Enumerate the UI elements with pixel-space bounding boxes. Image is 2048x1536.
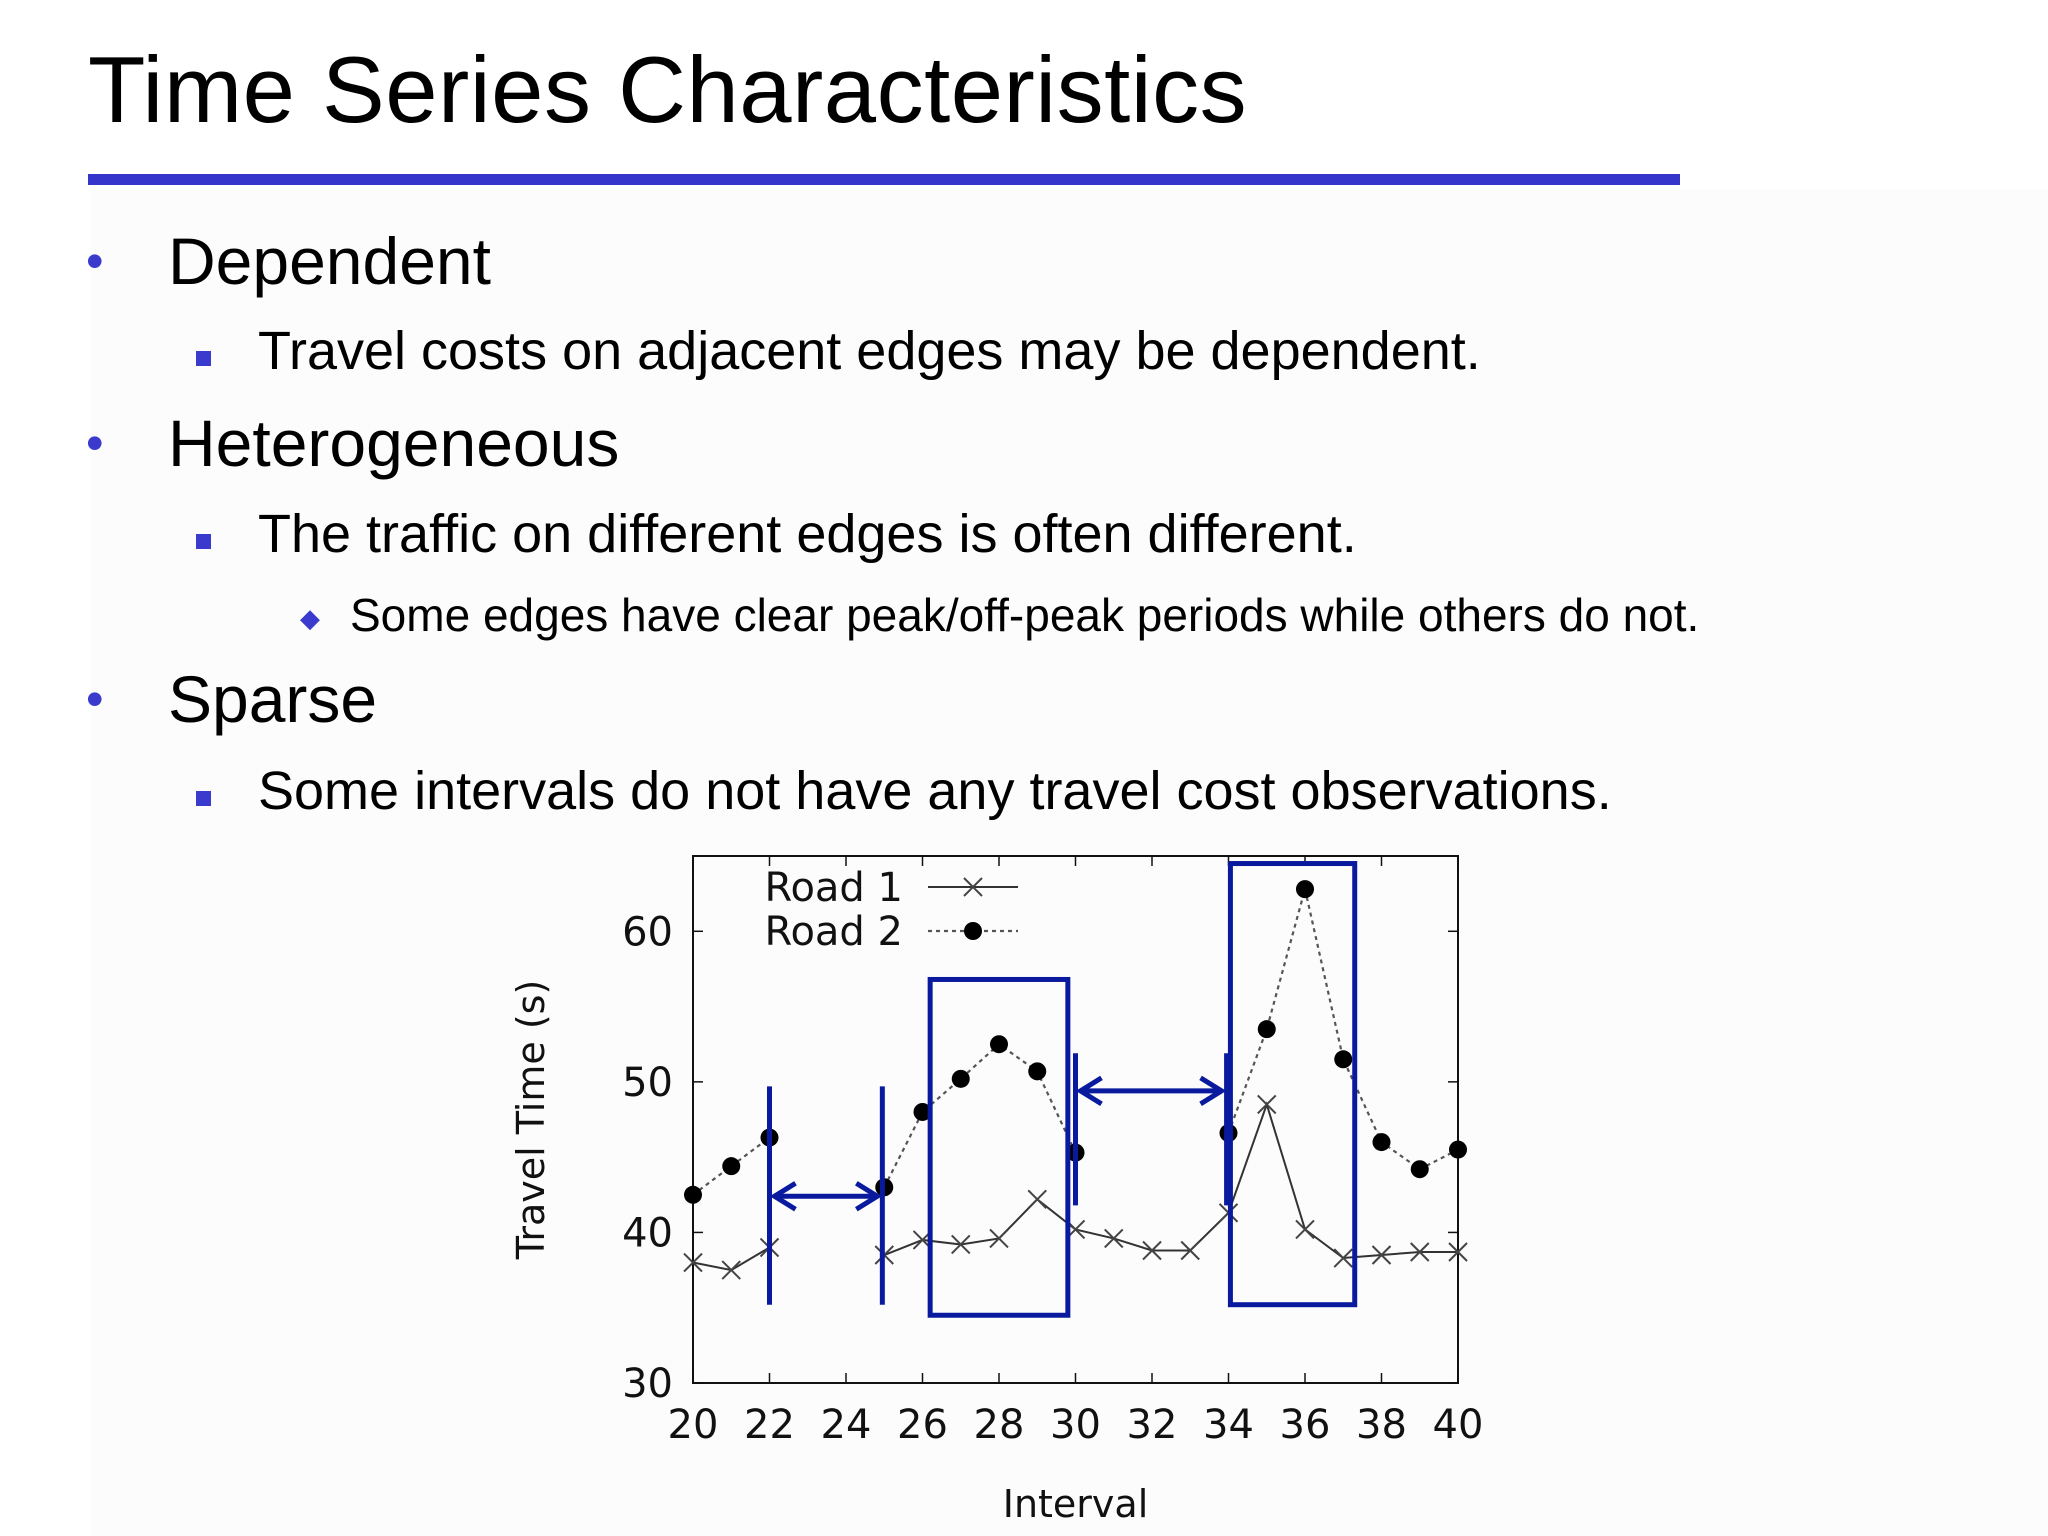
bullet-dot-icon: • [86, 233, 104, 289]
bullet-square-icon [196, 351, 211, 366]
x-tick-label: 36 [1279, 1402, 1331, 1448]
title-underline [88, 174, 1680, 185]
road1-point [722, 1261, 740, 1279]
road2-point [1296, 880, 1314, 898]
road2-point [1373, 1133, 1391, 1151]
x-tick-label: 20 [667, 1402, 719, 1448]
legend-road1-label: Road 1 [764, 865, 903, 911]
road2-point [1449, 1141, 1467, 1159]
road2-point [1028, 1062, 1046, 1080]
y-tick-label: 40 [622, 1210, 673, 1257]
road2-point [990, 1035, 1008, 1053]
y-tick-label: 50 [622, 1059, 673, 1106]
y-tick-label: 30 [622, 1361, 673, 1407]
bullet-dot-icon: • [86, 671, 104, 727]
bullet-heterogeneous: Heterogeneous [168, 406, 620, 480]
gap-arrow [775, 1183, 878, 1209]
road1-line [884, 1104, 1458, 1258]
bullet-diamond-icon: ◆ [300, 603, 320, 633]
road1-line [693, 1247, 770, 1270]
travel-time-chart [490, 848, 1540, 1536]
highlight-box [930, 979, 1068, 1315]
road2-point [684, 1186, 702, 1204]
slide-title: Time Series Characteristics [88, 37, 1248, 142]
bullet-dependent-detail: Travel costs on adjacent edges may be dependent. [258, 321, 1481, 381]
legend-road2-marker [964, 922, 982, 940]
road2-point [1411, 1160, 1429, 1178]
x-tick-label: 22 [744, 1402, 795, 1448]
highlight-box [1230, 864, 1354, 1305]
road1-point [1296, 1220, 1314, 1238]
bullet-square-icon [196, 791, 211, 806]
legend-road2-label: Road 2 [764, 909, 903, 955]
road2-point [1258, 1020, 1276, 1038]
road1-point [1028, 1190, 1046, 1208]
x-tick-label: 30 [1050, 1402, 1101, 1448]
bullet-heterogeneous-detail: The traffic on different edges is often different. [258, 504, 1357, 564]
bullet-square-icon [196, 534, 211, 549]
x-axis-label: Interval [1002, 1482, 1149, 1526]
road2-point [722, 1157, 740, 1175]
road2-point [952, 1070, 970, 1088]
gap-arrow [1081, 1078, 1222, 1104]
bullet-sparse-detail: Some intervals do not have any travel cost observations. [258, 761, 1612, 821]
bullet-dependent: Dependent [168, 224, 491, 298]
road1-point [1258, 1095, 1276, 1113]
bullet-heterogeneous-subdetail: Some edges have clear peak/off-peak periods while others do not. [350, 589, 1700, 641]
x-tick-label: 40 [1432, 1402, 1484, 1448]
y-tick-label: 60 [622, 909, 673, 956]
x-tick-label: 32 [1126, 1402, 1178, 1448]
bullet-sparse: Sparse [168, 662, 378, 736]
x-tick-label: 28 [973, 1402, 1025, 1448]
y-axis-label: Travel Time (s) [509, 979, 553, 1260]
bullet-dot-icon: • [86, 415, 104, 471]
x-tick-label: 24 [820, 1402, 872, 1448]
x-tick-label: 38 [1356, 1402, 1407, 1448]
road1-point [1105, 1229, 1123, 1247]
x-tick-label: 34 [1203, 1402, 1254, 1448]
x-tick-label: 26 [897, 1402, 948, 1448]
road2-line [884, 1044, 1075, 1187]
road2-point [1334, 1050, 1352, 1068]
